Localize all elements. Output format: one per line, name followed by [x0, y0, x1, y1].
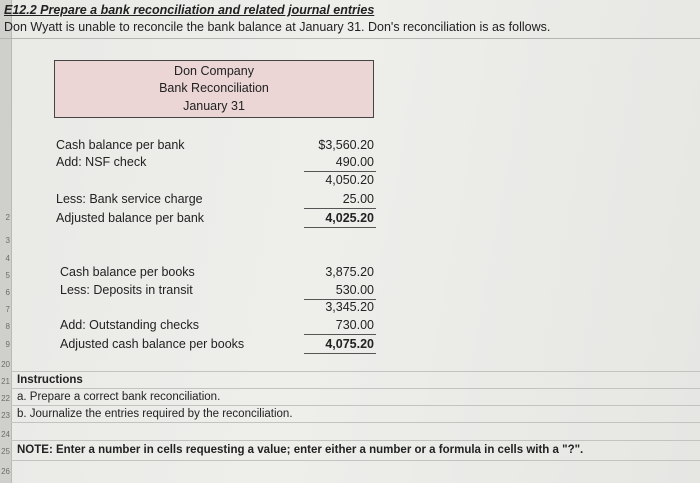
line-label[interactable]: Cash balance per bank [56, 138, 185, 152]
row-number-gutter [0, 0, 12, 483]
grid-line [11, 405, 700, 406]
company-name: Don Company [174, 64, 254, 78]
row-number[interactable]: 7 [5, 305, 10, 314]
underline-divider [304, 171, 376, 172]
grid-line [11, 371, 700, 372]
underline-divider [304, 227, 376, 228]
line-label[interactable]: Adjusted cash balance per books [60, 337, 245, 351]
row-number[interactable]: 2 [5, 213, 10, 222]
line-amount[interactable]: 490.00 [335, 155, 374, 169]
row-number[interactable]: 5 [5, 271, 10, 280]
underline-divider [304, 353, 376, 354]
line-amount-total[interactable]: 4,025.20 [325, 211, 374, 225]
line-label[interactable]: Less: Bank service charge [56, 192, 203, 206]
statement-date: January 31 [183, 99, 245, 113]
row-number[interactable]: 9 [5, 340, 10, 349]
statement-heading: Bank Reconciliation [159, 81, 269, 95]
line-amount-total[interactable]: 4,075.20 [325, 337, 374, 351]
line-amount[interactable]: 730.00 [335, 318, 374, 332]
row-number[interactable]: 25 [1, 447, 10, 456]
exercise-intro: Don Wyatt is unable to reconcile the bank balance at January 31. Don's reconciliation is as follows. [4, 20, 551, 34]
line-amount[interactable]: 530.00 [335, 283, 374, 297]
instruction-b[interactable]: b. Journalize the entries required by the reconciliation. [17, 408, 293, 420]
grid-line [11, 422, 700, 423]
row-number[interactable]: 23 [1, 411, 10, 420]
underline-divider [304, 334, 376, 335]
row-number[interactable]: 6 [5, 288, 10, 297]
row-number[interactable]: 4 [5, 254, 10, 263]
row-number[interactable]: 26 [1, 467, 10, 476]
line-amount[interactable]: 3,345.20 [325, 300, 374, 314]
instructions-heading[interactable]: Instructions [17, 374, 83, 386]
line-amount[interactable]: 4,050.20 [325, 173, 374, 187]
exercise-header-cell[interactable] [0, 0, 700, 39]
row-number[interactable]: 21 [1, 377, 10, 386]
row-number[interactable]: 8 [5, 322, 10, 331]
underline-divider [304, 208, 376, 209]
line-label[interactable]: Add: Outstanding checks [60, 318, 199, 332]
line-label[interactable]: Add: NSF check [56, 155, 147, 169]
note-text[interactable]: NOTE: Enter a number in cells requesting a value; enter either a number or a formula in cells with a "?". [17, 444, 584, 456]
instruction-a[interactable]: a. Prepare a correct bank reconciliation. [17, 391, 221, 403]
grid-line [11, 460, 700, 461]
line-label[interactable]: Cash balance per books [60, 265, 195, 279]
line-amount[interactable]: 25.00 [342, 192, 374, 206]
reconciliation-heading-box[interactable] [54, 60, 374, 118]
line-label[interactable]: Less: Deposits in transit [60, 283, 193, 297]
row-number[interactable]: 22 [1, 394, 10, 403]
exercise-title: E12.2 Prepare a bank reconciliation and related journal entries [4, 3, 375, 17]
line-amount[interactable]: 3,875.20 [325, 265, 374, 279]
grid-line [11, 440, 700, 441]
line-label[interactable]: Adjusted balance per bank [56, 211, 205, 225]
line-amount[interactable]: $3,560.20 [318, 138, 374, 152]
row-number[interactable]: 3 [5, 236, 10, 245]
row-number[interactable]: 24 [1, 430, 10, 439]
grid-line [11, 388, 700, 389]
row-number[interactable]: 20 [1, 360, 10, 369]
